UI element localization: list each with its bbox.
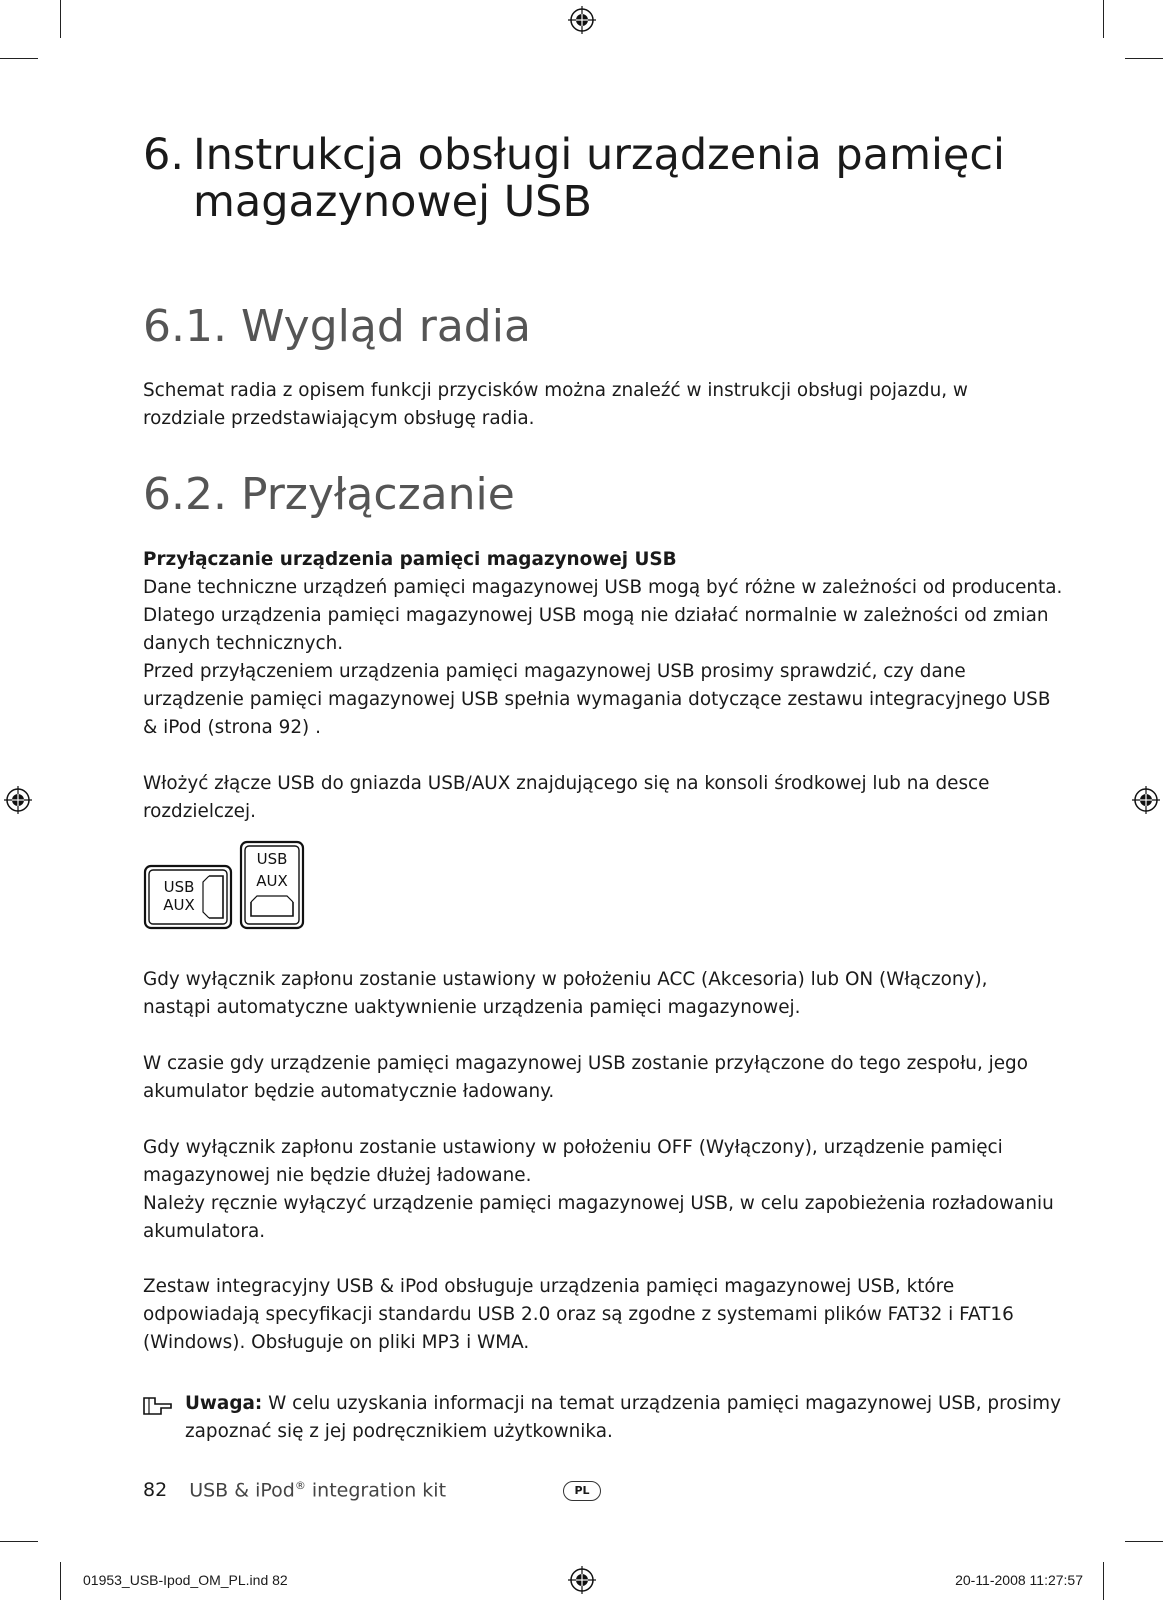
crop-mark: [1125, 58, 1163, 59]
pointing-hand-icon: [143, 1396, 173, 1416]
section-2-paragraph-3: Gdy wyłącznik zapłonu zostanie ustawiony w położeniu ACC (Akcesoria) lub ON (Włączony), nastąpi automatyczne uaktywnienie urządzenia pamięci magazynowej.: [143, 969, 988, 1018]
crop-mark: [0, 58, 38, 59]
print-slug-timestamp: 20-11-2008 11:27:57: [955, 1572, 1083, 1588]
crop-mark: [60, 1562, 61, 1600]
product-name-suffix: integration kit: [305, 1479, 447, 1502]
section-title: 6.1. Wygląd radia: [143, 301, 531, 352]
section-subtitle: Przyłączanie urządzenia pamięci magazynowej USB: [143, 549, 677, 570]
usb-aux-port-horizontal: [145, 866, 231, 928]
usb-aux-port-vertical: [241, 842, 303, 928]
page-title: [143, 132, 1043, 226]
registration-mark-icon: [4, 786, 32, 814]
section-2-paragraph-5: Gdy wyłącznik zapłonu zostanie ustawiony w położeniu OFF (Wyłączony), urządzenie pamięci magazynowej nie będzie dłużej ładowane. Należy ręcznie wyłączyć urządzenie pamięci magazynowej USB, w celu zapobieżenia rozładowaniu akumulatora.: [143, 1137, 1054, 1242]
note-text: W celu uzyskania informacji na temat urządzenia pamięci magazynowej USB, prosimy: [262, 1393, 1061, 1414]
port-label: AUX: [163, 896, 195, 914]
usb-aux-port-illustration: [143, 840, 313, 932]
page-title-line1: Instrukcja obsługi urządzenia pamięci: [193, 130, 1005, 180]
section-1-paragraph: Schemat radia z opisem funkcji przycisków można znaleźć w instrukcji obsługi pojazdu, w rozdziale przedstawiającym obsługę radia.: [143, 380, 968, 429]
page-number: 82: [143, 1479, 168, 1502]
chapter-number: 6.: [143, 130, 185, 180]
section-2-paragraph-6: Zestaw integracyjny USB & iPod obsługuje urządzenia pamięci magazynowej USB, które odpowiadają specyfikacji standardu USB 2.0 oraz są zgodne z systemami plików FAT32 i FAT16 (Windows). Obsługuje on pliki MP3 i WMA.: [143, 1276, 1014, 1353]
section-title: 6.2. Przyłączanie: [143, 469, 515, 520]
crop-mark: [1103, 1562, 1104, 1600]
port-label: USB: [256, 850, 288, 868]
print-slug-file: 01953_USB-Ipod_OM_PL.ind 82: [83, 1572, 288, 1588]
registration-mark-icon: [1132, 786, 1160, 814]
registration-mark-icon: [568, 1566, 596, 1594]
section-2-paragraph-4: W czasie gdy urządzenie pamięci magazynowej USB zostanie przyłączone do tego zespołu, jego akumulator będzie automatycznie ładowany.: [143, 1053, 1028, 1102]
page-title-line2: magazynowej USB: [193, 177, 592, 227]
language-badge: PL: [563, 1481, 601, 1501]
section-2-paragraph-2: Włożyć złącze USB do gniazda USB/AUX znajdującego się na konsoli środkowej lub na desce rozdzielczej.: [143, 773, 990, 822]
section-2-paragraph-1: Przyłączanie urządzenia pamięci magazynowej USB Dane techniczne urządzeń pamięci magazynowej USB mogą być różne w zależności od producenta. Dlatego urządzenia pamięci magazynowej USB mogą nie działać normalnie w zależności od zmian danych technicznych. Przed przyłączeniem urządzenia pamięci magazynowej USB prosimy sprawdzić, czy dane urządzenie pamięci magazynowej USB spełnia wymagania dotyczące zestawu integracyjnego USB & iPod (strona 92) .: [143, 546, 1043, 742]
crop-mark: [0, 1541, 38, 1542]
registered-mark: ®: [294, 1479, 306, 1492]
note-label: Uwaga:: [185, 1393, 263, 1414]
note-text: zapoznać się z jej podręcznikiem użytkownika.: [185, 1421, 613, 1442]
product-name: USB & iPod: [189, 1479, 295, 1502]
crop-mark: [1125, 1541, 1163, 1542]
crop-mark: [60, 0, 61, 38]
note: [185, 1390, 1065, 1446]
page-footer: [143, 1479, 446, 1501]
registration-mark-icon: [568, 6, 596, 34]
port-label: USB: [163, 878, 195, 896]
crop-mark: [1103, 0, 1104, 38]
port-label: AUX: [256, 872, 288, 890]
